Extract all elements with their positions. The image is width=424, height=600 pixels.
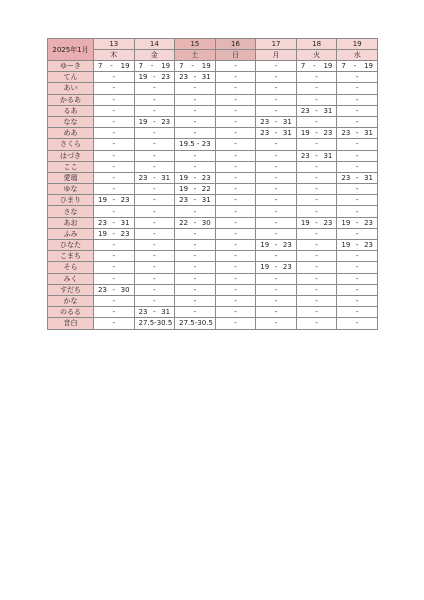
shift-cell (175, 172, 216, 183)
shift-cell: - (296, 240, 337, 251)
staff-name: みく (48, 273, 94, 284)
shift-cell: - (215, 128, 256, 139)
shift-cell: - (256, 161, 297, 172)
shift-cell: - (134, 195, 175, 206)
staff-name: こまち (48, 251, 94, 262)
shift-cell: - (134, 240, 175, 251)
shift-cell: - (337, 273, 378, 284)
staff-name: すだち (48, 284, 94, 295)
shift-cell: - (215, 83, 256, 94)
shift-cell: - (256, 105, 297, 116)
schedule-row (48, 184, 378, 195)
shift-cell: - (337, 307, 378, 318)
shift-cell (337, 240, 378, 251)
shift-cell (175, 61, 216, 72)
shift-cell (256, 262, 297, 273)
shift-cell (296, 105, 337, 116)
shift-cell: - (175, 295, 216, 306)
shift-cell: - (215, 116, 256, 127)
shift-range: 7 - 19 (341, 62, 373, 71)
staff-name: ひまり (48, 195, 94, 206)
shift-cell: - (94, 150, 135, 161)
shift-cell: - (337, 195, 378, 206)
staff-name: さな (48, 206, 94, 217)
schedule-row (48, 150, 378, 161)
shift-cell: - (175, 161, 216, 172)
shift-cell: - (337, 116, 378, 127)
shift-range: 23 - 31 (300, 151, 333, 160)
weekday-header: 水 (337, 50, 378, 61)
staff-name: 音白 (48, 318, 94, 329)
shift-cell: - (94, 161, 135, 172)
shift-cell: - (175, 105, 216, 116)
schedule-row (48, 240, 378, 251)
shift-range: 19 - 23 (300, 129, 333, 138)
shift-cell: - (337, 251, 378, 262)
shift-cell: - (215, 94, 256, 105)
shift-range: 19 - 23 (138, 73, 171, 82)
staff-name: るあ (48, 105, 94, 116)
shift-cell: - (175, 128, 216, 139)
shift-cell: - (215, 161, 256, 172)
schedule-row (48, 116, 378, 127)
shift-range: 19 - 23 (260, 241, 292, 250)
shift-cell: - (337, 105, 378, 116)
shift-cell (175, 139, 216, 150)
shift-range: 23 - 30 (98, 285, 130, 294)
shift-cell: - (215, 318, 256, 329)
shift-range: 19 - 23 (341, 218, 373, 227)
shift-cell: - (296, 295, 337, 306)
date-header: 16 (215, 39, 256, 50)
shift-cell: - (94, 83, 135, 94)
staff-name: 愛瑠 (48, 172, 94, 183)
shift-cell: - (296, 228, 337, 239)
shift-range: 22 - 30 (179, 218, 211, 227)
shift-cell: - (134, 139, 175, 150)
shift-cell: - (256, 83, 297, 94)
shift-range: 7 - 19 (179, 62, 211, 71)
weekday-header: 火 (296, 50, 337, 61)
schedule-row (48, 295, 378, 306)
shift-cell: - (296, 94, 337, 105)
shift-cell: - (175, 273, 216, 284)
shift-range: 23 - 31 (138, 173, 171, 182)
shift-cell (94, 195, 135, 206)
shift-cell: - (175, 262, 216, 273)
shift-cell: - (215, 206, 256, 217)
schedule-row (48, 284, 378, 295)
date-header: 18 (296, 39, 337, 50)
shift-cell (94, 61, 135, 72)
shift-cell: - (175, 206, 216, 217)
shift-range: 7 - 19 (300, 62, 333, 71)
shift-cell: - (94, 128, 135, 139)
staff-name: ここ (48, 161, 94, 172)
staff-name: ふみ (48, 228, 94, 239)
shift-cell: - (175, 83, 216, 94)
shift-cell: - (256, 94, 297, 105)
shift-cell: - (175, 150, 216, 161)
shift-cell: - (337, 161, 378, 172)
date-header: 13 (94, 39, 135, 50)
staff-name: そら (48, 262, 94, 273)
schedule-row (48, 307, 378, 318)
shift-range: 23 - 31 (341, 173, 373, 182)
shift-cell: - (256, 251, 297, 262)
staff-name: めあ (48, 128, 94, 139)
shift-cell (296, 128, 337, 139)
shift-cell (134, 318, 175, 329)
shift-cell: - (94, 295, 135, 306)
shift-cell (94, 228, 135, 239)
weekday-header: 日 (215, 50, 256, 61)
staff-name: ゆな (48, 184, 94, 195)
schedule-row (48, 206, 378, 217)
shift-cell: - (94, 184, 135, 195)
shift-cell (94, 217, 135, 228)
shift-cell (175, 217, 216, 228)
shift-cell (296, 150, 337, 161)
shift-cell: - (337, 295, 378, 306)
shift-cell (134, 72, 175, 83)
shift-cell: - (94, 240, 135, 251)
shift-cell: - (94, 206, 135, 217)
shift-cell: - (296, 262, 337, 273)
shift-cell: - (337, 94, 378, 105)
schedule-row (48, 105, 378, 116)
staff-name: ゆーき (48, 61, 94, 72)
staff-name: あい (48, 83, 94, 94)
schedule-row (48, 195, 378, 206)
shift-cell: - (175, 307, 216, 318)
shift-cell (134, 116, 175, 127)
shift-cell: - (134, 217, 175, 228)
shift-cell: - (175, 94, 216, 105)
shift-cell: - (215, 150, 256, 161)
staff-name: のるる (48, 307, 94, 318)
shift-cell: - (175, 116, 216, 127)
shift-cell (337, 172, 378, 183)
shift-cell: - (134, 184, 175, 195)
date-header: 19 (337, 39, 378, 50)
schedule-row (48, 161, 378, 172)
shift-range: 7 - 19 (98, 62, 130, 71)
shift-cell: - (256, 61, 297, 72)
staff-name: かな (48, 295, 94, 306)
shift-cell: - (215, 61, 256, 72)
shift-cell: - (337, 284, 378, 295)
shift-range: 23 - 31 (138, 308, 171, 317)
shift-cell: - (94, 94, 135, 105)
shift-cell: - (175, 228, 216, 239)
shift-cell: - (256, 307, 297, 318)
weekday-header: 月 (256, 50, 297, 61)
shift-cell: - (337, 184, 378, 195)
shift-cell: - (296, 83, 337, 94)
shift-cell: - (94, 172, 135, 183)
shift-cell: - (296, 72, 337, 83)
schedule-row (48, 72, 378, 83)
shift-cell: - (337, 262, 378, 273)
shift-cell: - (296, 307, 337, 318)
shift-range: 19 - 23 (341, 241, 373, 250)
shift-range: 19 - 23 (300, 218, 333, 227)
shift-cell: - (256, 206, 297, 217)
shift-cell: - (256, 139, 297, 150)
shift-cell: - (94, 72, 135, 83)
shift-cell (256, 116, 297, 127)
shift-cell: - (296, 284, 337, 295)
shift-cell: - (215, 195, 256, 206)
shift-cell: - (256, 217, 297, 228)
schedule-row (48, 217, 378, 228)
shift-cell: - (94, 105, 135, 116)
shift-cell: - (215, 228, 256, 239)
shift-range: 23 - 31 (260, 129, 292, 138)
shift-cell: - (337, 72, 378, 83)
shift-cell: - (134, 128, 175, 139)
shift-cell (296, 217, 337, 228)
shift-range: 19 - 23 (98, 229, 130, 238)
shift-cell: - (296, 273, 337, 284)
shift-range: 19 - 22 (179, 185, 211, 194)
shift-cell: - (134, 83, 175, 94)
shift-range: 23 - 31 (179, 73, 211, 82)
shift-cell: - (134, 161, 175, 172)
shift-cell: - (94, 273, 135, 284)
shift-cell (175, 184, 216, 195)
staff-name: さくら (48, 139, 94, 150)
shift-cell: - (256, 273, 297, 284)
shift-cell: - (215, 72, 256, 83)
schedule-row (48, 61, 378, 72)
shift-cell: - (94, 307, 135, 318)
shift-range: 23 - 31 (179, 196, 211, 205)
shift-cell: - (94, 318, 135, 329)
shift-range: 23 - 31 (98, 218, 130, 227)
weekday-header: 木 (94, 50, 135, 61)
shift-cell: - (296, 195, 337, 206)
shift-cell: - (175, 240, 216, 251)
shift-range: 7 - 19 (138, 62, 171, 71)
shift-cell: - (134, 273, 175, 284)
staff-name: あお (48, 217, 94, 228)
staff-name: てん (48, 72, 94, 83)
shift-cell: - (215, 262, 256, 273)
shift-cell: - (215, 240, 256, 251)
shift-cell: - (94, 116, 135, 127)
shift-cell: - (94, 251, 135, 262)
date-header: 14 (134, 39, 175, 50)
shift-cell: - (134, 105, 175, 116)
shift-cell: - (256, 172, 297, 183)
shift-cell: - (134, 262, 175, 273)
shift-cell: - (134, 284, 175, 295)
shift-range: 19.5 - 23 (179, 140, 211, 149)
shift-cell: - (337, 206, 378, 217)
shift-cell: - (134, 295, 175, 306)
shift-cell (134, 61, 175, 72)
shift-range: 23 - 31 (341, 129, 373, 138)
shift-range: 23 - 31 (260, 118, 292, 127)
shift-cell: - (215, 217, 256, 228)
shift-cell: - (256, 195, 297, 206)
shift-cell: - (337, 150, 378, 161)
schedule-row (48, 83, 378, 94)
shift-cell: - (256, 72, 297, 83)
shift-cell: - (215, 251, 256, 262)
schedule-row (48, 172, 378, 183)
schedule-row (48, 228, 378, 239)
shift-cell: - (296, 184, 337, 195)
shift-schedule-table (47, 38, 378, 330)
staff-name: ひなた (48, 240, 94, 251)
shift-cell: - (296, 139, 337, 150)
shift-cell: - (134, 251, 175, 262)
shift-cell (94, 284, 135, 295)
shift-cell: - (215, 105, 256, 116)
shift-cell (337, 61, 378, 72)
shift-cell: - (337, 139, 378, 150)
shift-cell: - (256, 184, 297, 195)
shift-cell: - (175, 251, 216, 262)
shift-cell: - (337, 83, 378, 94)
shift-cell: - (296, 251, 337, 262)
shift-cell (337, 217, 378, 228)
shift-cell: - (296, 116, 337, 127)
month-header: 2025年1月 (48, 39, 94, 61)
shift-cell: - (215, 273, 256, 284)
weekday-header: 土 (175, 50, 216, 61)
schedule-row (48, 262, 378, 273)
shift-cell: - (296, 172, 337, 183)
shift-cell: - (134, 150, 175, 161)
shift-cell (256, 128, 297, 139)
shift-cell: - (215, 284, 256, 295)
shift-cell (296, 61, 337, 72)
staff-name: はづき (48, 150, 94, 161)
schedule-body (48, 61, 378, 330)
shift-cell: - (215, 172, 256, 183)
schedule-row (48, 139, 378, 150)
shift-cell: - (296, 206, 337, 217)
shift-range: 23 - 31 (300, 106, 333, 115)
shift-range: 19 - 23 (260, 263, 292, 272)
staff-name: なな (48, 116, 94, 127)
date-header: 15 (175, 39, 216, 50)
shift-cell (256, 240, 297, 251)
shift-range: 19 - 23 (98, 196, 130, 205)
shift-cell (175, 318, 216, 329)
schedule-row (48, 128, 378, 139)
date-header: 17 (256, 39, 297, 50)
shift-cell: - (94, 139, 135, 150)
schedule-row (48, 251, 378, 262)
schedule-row (48, 94, 378, 105)
shift-cell: - (134, 206, 175, 217)
weekday-header: 金 (134, 50, 175, 61)
shift-cell (134, 307, 175, 318)
shift-cell: - (256, 318, 297, 329)
staff-name: かるあ (48, 94, 94, 105)
shift-cell (175, 195, 216, 206)
shift-range: 27.5 - 30.5 (179, 319, 213, 328)
shift-cell: - (256, 295, 297, 306)
shift-cell: - (296, 318, 337, 329)
shift-cell: - (337, 318, 378, 329)
shift-cell: - (256, 284, 297, 295)
shift-cell: - (296, 161, 337, 172)
schedule-row (48, 318, 378, 329)
shift-cell: - (256, 150, 297, 161)
shift-cell (337, 128, 378, 139)
shift-cell (134, 172, 175, 183)
shift-cell: - (215, 184, 256, 195)
shift-cell: - (134, 228, 175, 239)
shift-range: 27.5 - 30.5 (138, 319, 173, 328)
shift-cell: - (94, 262, 135, 273)
shift-range: 19 - 23 (138, 118, 171, 127)
shift-cell: - (215, 139, 256, 150)
shift-cell (175, 72, 216, 83)
shift-cell: - (215, 295, 256, 306)
shift-range: 19 - 23 (179, 173, 211, 182)
shift-cell: - (337, 228, 378, 239)
shift-cell: - (134, 94, 175, 105)
schedule-row (48, 273, 378, 284)
shift-cell: - (175, 284, 216, 295)
shift-cell: - (215, 307, 256, 318)
shift-cell: - (256, 228, 297, 239)
